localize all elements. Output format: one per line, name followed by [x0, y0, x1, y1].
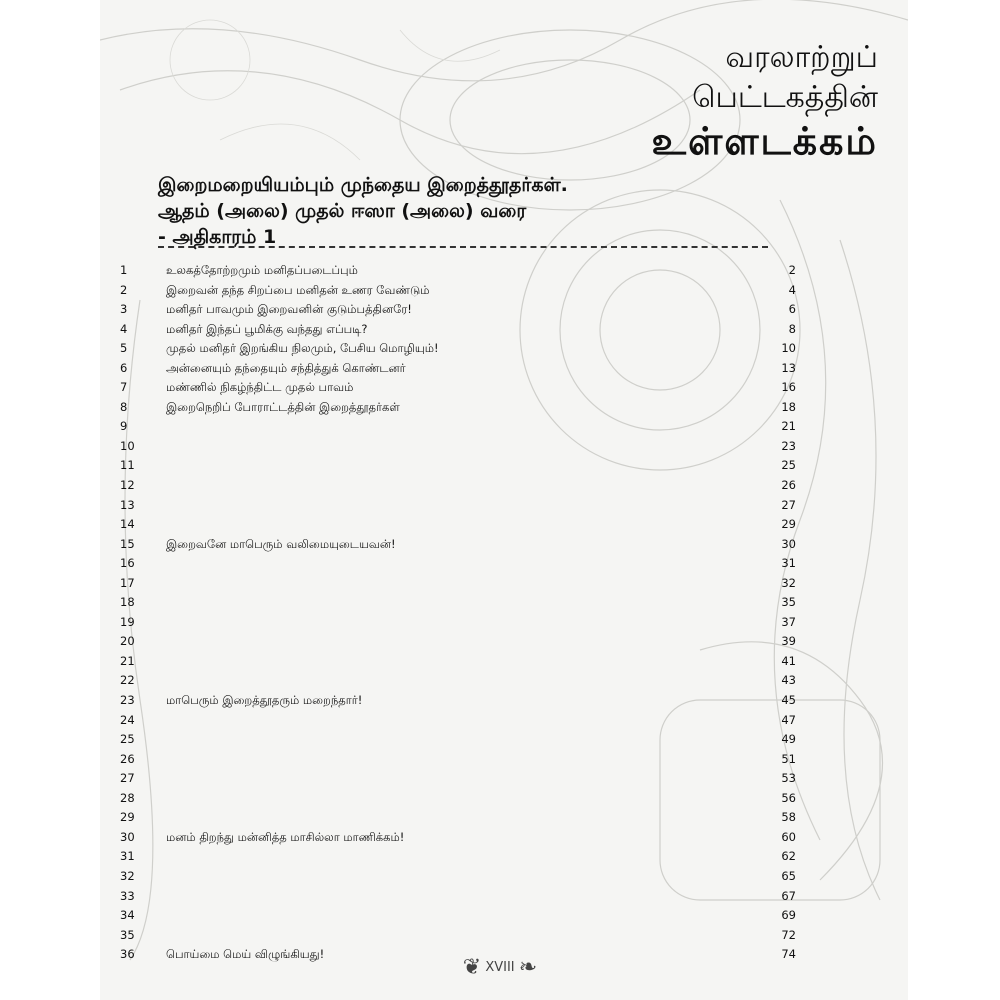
- toc-entry: [100, 691, 908, 711]
- toc-entry-number: 32: [120, 868, 135, 883]
- toc-entry-number: 14: [120, 517, 135, 532]
- toc-entry-title: இறைவனே மாபெரும் வலிமையுடையவன்!: [166, 536, 396, 551]
- toc-entry-number: 33: [120, 888, 135, 903]
- folio-ornament-right-icon: ❧: [518, 955, 538, 980]
- toc-entry-title: முதல் மனிதர் இறங்கிய நிலமும், பேசிய மொழியும்!: [166, 341, 439, 356]
- toc-entry-number: 28: [120, 790, 135, 805]
- page-folio: [440, 955, 560, 980]
- toc-entry-number: 12: [120, 478, 135, 493]
- toc-entry: [100, 437, 908, 457]
- toc-entry-page: 47: [781, 712, 796, 727]
- toc-entry-page: 51: [781, 751, 796, 766]
- toc-entry-number: 6: [120, 360, 128, 375]
- toc-entry-number: 36: [120, 947, 135, 962]
- toc-entry-page: 45: [781, 693, 796, 708]
- toc-entry-page: 4: [788, 282, 796, 297]
- toc-entry-title: உலகத்தோற்றமும் மனிதப்படைப்பும்: [166, 263, 358, 277]
- toc-entry-number: 2: [120, 282, 128, 297]
- toc-entry-page: 58: [781, 810, 796, 825]
- toc-entry-page: 2: [788, 263, 796, 277]
- toc-entry: [100, 417, 908, 437]
- dashed-divider: [158, 246, 768, 248]
- toc-entry-number: 20: [120, 634, 135, 649]
- title-line-3: உள்ளடக்கம்: [651, 119, 878, 163]
- toc-entry-number: 29: [120, 810, 135, 825]
- toc-entry-page: 60: [781, 829, 796, 844]
- toc-entry: [100, 476, 908, 496]
- toc-entry-number: 3: [120, 302, 128, 317]
- toc-entry-number: 1: [120, 263, 128, 277]
- toc-entry-page: 10: [781, 341, 796, 356]
- toc-entry: [100, 906, 908, 926]
- toc-entry-page: 65: [781, 868, 796, 883]
- chapter-heading-line-1: இறைமறையியம்பும் முந்தைய இறைத்தூதர்கள்.: [158, 174, 568, 196]
- toc-entry-page: 35: [781, 595, 796, 610]
- toc-entry: [100, 593, 908, 613]
- toc-entry: [100, 515, 908, 535]
- toc-entry-page: 53: [781, 771, 796, 786]
- toc-entry: [100, 378, 908, 398]
- toc-entry-number: 22: [120, 673, 135, 688]
- toc-entry-page: 32: [781, 575, 796, 590]
- toc-entry-number: 8: [120, 399, 128, 414]
- toc-entry-page: 13: [781, 360, 796, 375]
- toc-entry-number: 17: [120, 575, 135, 590]
- toc-entry: [100, 359, 908, 379]
- toc-entry: [100, 750, 908, 770]
- toc-entry-page: 18: [781, 399, 796, 414]
- toc-entry-title: பொய்மை மெய் விழுங்கியது!: [166, 947, 325, 962]
- toc-entry-page: 67: [781, 888, 796, 903]
- toc-entry-title: அன்னையும் தந்தையும் சந்தித்துக் கொண்டனர்: [166, 360, 406, 375]
- toc-entry-page: 8: [788, 321, 796, 336]
- toc-entry: [100, 456, 908, 476]
- toc-entry-number: 5: [120, 341, 128, 356]
- chapter-heading-line-3: - அதிகாரம் 1: [158, 226, 277, 248]
- toc-entry-page: 29: [781, 517, 796, 532]
- toc-entry-number: 16: [120, 556, 135, 571]
- toc-entry-page: 49: [781, 732, 796, 747]
- toc-entry: [100, 887, 908, 907]
- toc-entry: [100, 730, 908, 750]
- toc-entry-number: 35: [120, 927, 135, 942]
- toc-entry: [100, 789, 908, 809]
- toc-entry-page: 21: [781, 419, 796, 434]
- toc-entry: [100, 613, 908, 633]
- chapter-heading-line-2: ஆதம் (அலை) முதல் ஈஸா (அலை) வரை: [158, 200, 527, 222]
- toc-entry-number: 11: [120, 458, 135, 473]
- toc-entry-number: 13: [120, 497, 135, 512]
- toc-entry: [100, 926, 908, 946]
- toc-entry-number: 34: [120, 908, 135, 923]
- page-title: [652, 38, 879, 164]
- toc-entry: [100, 711, 908, 731]
- toc-entry: [100, 671, 908, 691]
- toc-entry-number: 25: [120, 732, 135, 747]
- toc-entry-number: 21: [120, 653, 135, 668]
- toc-entry: [100, 320, 908, 340]
- toc-entry-title: மனிதர் இந்தப் பூமிக்கு வந்தது எப்படி?: [166, 321, 368, 336]
- toc-entry: [100, 847, 908, 867]
- toc-entry-number: 31: [120, 849, 135, 864]
- chapter-heading: [158, 172, 718, 250]
- toc-entry-number: 19: [120, 614, 135, 629]
- toc-entry: [100, 769, 908, 789]
- toc-entry-number: 24: [120, 712, 135, 727]
- title-line-1: வரலாற்றுப்: [725, 40, 878, 75]
- toc-entry-page: 43: [781, 673, 796, 688]
- toc-entry-number: 27: [120, 771, 135, 786]
- toc-entry-title: மண்ணில் நிகழ்ந்திட்ட முதல் பாவம்: [166, 380, 354, 395]
- toc-entry-page: 23: [781, 438, 796, 453]
- toc-entry-title: மாபெரும் இறைத்தூதரும் மறைந்தார்!: [166, 693, 363, 708]
- toc-entry: [100, 261, 908, 281]
- toc-entry-page: 69: [781, 908, 796, 923]
- toc-entry-page: 56: [781, 790, 796, 805]
- book-page: [100, 0, 908, 1000]
- toc-entry-number: 18: [120, 595, 135, 610]
- toc-entry: [100, 867, 908, 887]
- toc-entry-number: 26: [120, 751, 135, 766]
- toc-entry-page: 30: [781, 536, 796, 551]
- toc-entry: [100, 574, 908, 594]
- toc-entry-number: 23: [120, 693, 135, 708]
- toc-entry: [100, 398, 908, 418]
- toc-entry-title: இறைநெறிப் போராட்டத்தின் இறைத்தூதர்கள்: [166, 399, 400, 414]
- toc-entry: [100, 281, 908, 301]
- title-line-2: பெட்டகத்தின்: [692, 80, 878, 115]
- toc-entry: [100, 496, 908, 516]
- toc-entry-page: 39: [781, 634, 796, 649]
- toc-entry-number: 15: [120, 536, 135, 551]
- toc-entry-page: 6: [788, 302, 796, 317]
- table-of-contents: [100, 261, 908, 965]
- toc-entry: [100, 828, 908, 848]
- toc-entry: [100, 535, 908, 555]
- toc-entry: [100, 808, 908, 828]
- toc-entry-title: மனம் திறந்து மன்னித்த மாசில்லா மாணிக்கம்!: [166, 829, 405, 844]
- toc-entry-page: 37: [781, 614, 796, 629]
- toc-entry: [100, 632, 908, 652]
- toc-entry-page: 31: [781, 556, 796, 571]
- toc-entry-page: 72: [781, 927, 796, 942]
- toc-entry: [100, 554, 908, 574]
- page-number: XVIII: [485, 960, 515, 975]
- toc-entry-page: 16: [781, 380, 796, 395]
- toc-entry-number: 7: [120, 380, 128, 395]
- toc-entry-number: 4: [120, 321, 128, 336]
- toc-entry-page: 62: [781, 849, 796, 864]
- toc-entry-number: 10: [120, 438, 135, 453]
- toc-entry-title: மனிதர் பாவமும் இறைவனின் குடும்பத்தினரே!: [166, 302, 412, 317]
- toc-entry: [100, 652, 908, 672]
- toc-entry-number: 30: [120, 829, 135, 844]
- toc-entry-page: 27: [781, 497, 796, 512]
- toc-entry-page: 41: [781, 653, 796, 668]
- toc-entry-title: இறைவன் தந்த சிறப்பை மனிதன் உணர வேண்டும்: [166, 282, 430, 297]
- toc-entry-page: 25: [781, 458, 796, 473]
- toc-entry: [100, 339, 908, 359]
- toc-entry-page: 26: [781, 478, 796, 493]
- toc-entry-number: 9: [120, 419, 128, 434]
- folio-ornament-left-icon: ❦: [462, 955, 482, 980]
- toc-entry: [100, 300, 908, 320]
- toc-entry-page: 74: [781, 947, 796, 962]
